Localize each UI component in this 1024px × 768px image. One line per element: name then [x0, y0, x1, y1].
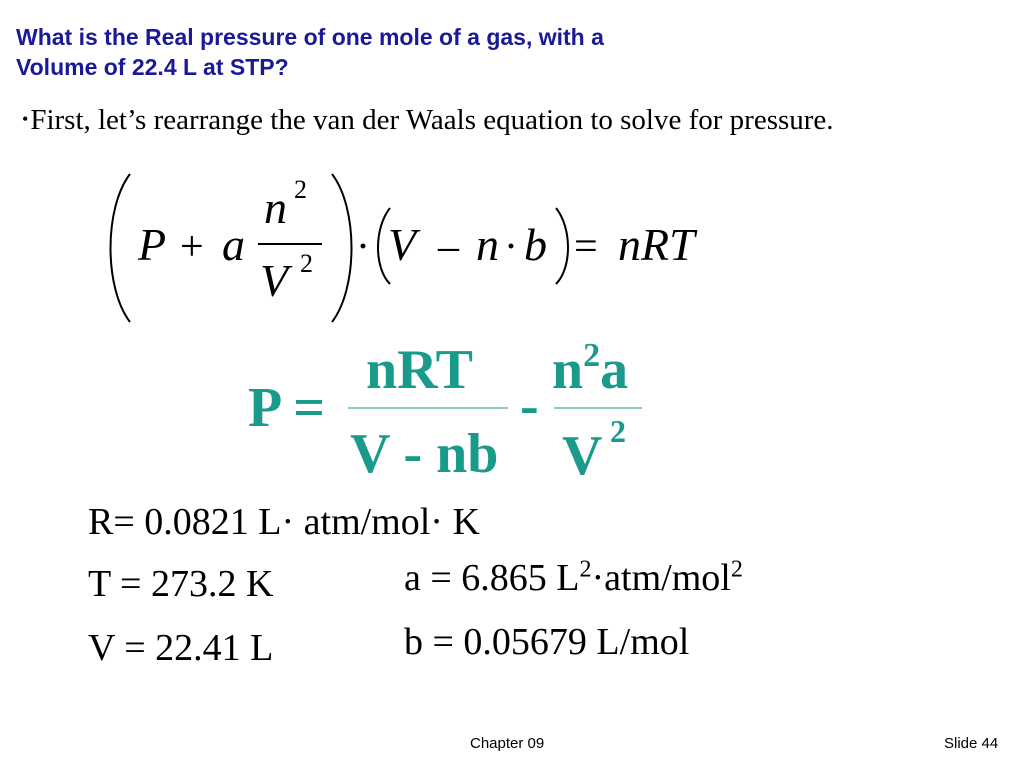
value-V: V = 22.41 L — [88, 627, 274, 669]
eq2-minus: - — [520, 375, 539, 437]
title-line-1: What is the Real pressure of one mole of a gas, with a — [16, 24, 604, 50]
eq1-rhs: nRT — [618, 219, 695, 270]
eq1-V-exponent: 2 — [300, 249, 313, 278]
eq1-n2: n — [476, 219, 499, 270]
value-T: T = 273.2 K — [88, 563, 274, 605]
eq2-num1: nRT — [366, 339, 473, 401]
value-R: R= 0.0821 L· atm/mol· K — [88, 501, 480, 543]
eq2-den2: V — [562, 425, 603, 487]
eq2-num2: $n^2a$ — [552, 337, 629, 401]
left-big-paren — [111, 174, 131, 322]
slide-title — [16, 22, 604, 82]
eq1-V: V — [260, 255, 289, 306]
eq2-den2-exponent: 2 — [610, 413, 626, 449]
eq1-plus: + — [180, 224, 204, 270]
eq1-n-exponent: 2 — [294, 175, 307, 204]
right-big-paren — [332, 174, 352, 322]
eq2-den1: V - nb — [350, 423, 499, 485]
bullet-text: First, let’s rearrange the van der Waals equation to solve for pressure. — [30, 104, 834, 136]
van-der-waals-equation — [100, 168, 740, 328]
right-small-paren — [556, 208, 568, 284]
eq1-n: n — [264, 182, 287, 233]
value-b: b = 0.05679 L/mol — [404, 621, 690, 663]
eq1-V2: V — [388, 219, 417, 270]
footer-slide-number: Slide 44 — [944, 735, 999, 752]
value-a: a = 6.865 $L^2\cdot atm/mol^2$ — [404, 556, 743, 599]
eq1-equals: = — [574, 224, 598, 270]
bullet-point — [22, 104, 834, 137]
eq1-minus: – — [438, 224, 459, 270]
pressure-equation — [240, 324, 680, 492]
eq1-a: a — [222, 219, 245, 270]
title-line-2: Volume of 22.4 L at STP? — [16, 54, 289, 80]
bullet-marker: • — [22, 109, 29, 129]
footer-chapter: Chapter 09 — [470, 735, 545, 752]
eq1-b: b — [524, 219, 547, 270]
eq2-lhs: P = — [248, 377, 326, 439]
eq1-P: P — [138, 219, 167, 270]
eq1-dot2: · — [504, 224, 518, 270]
eq1-dot: · — [356, 224, 370, 270]
